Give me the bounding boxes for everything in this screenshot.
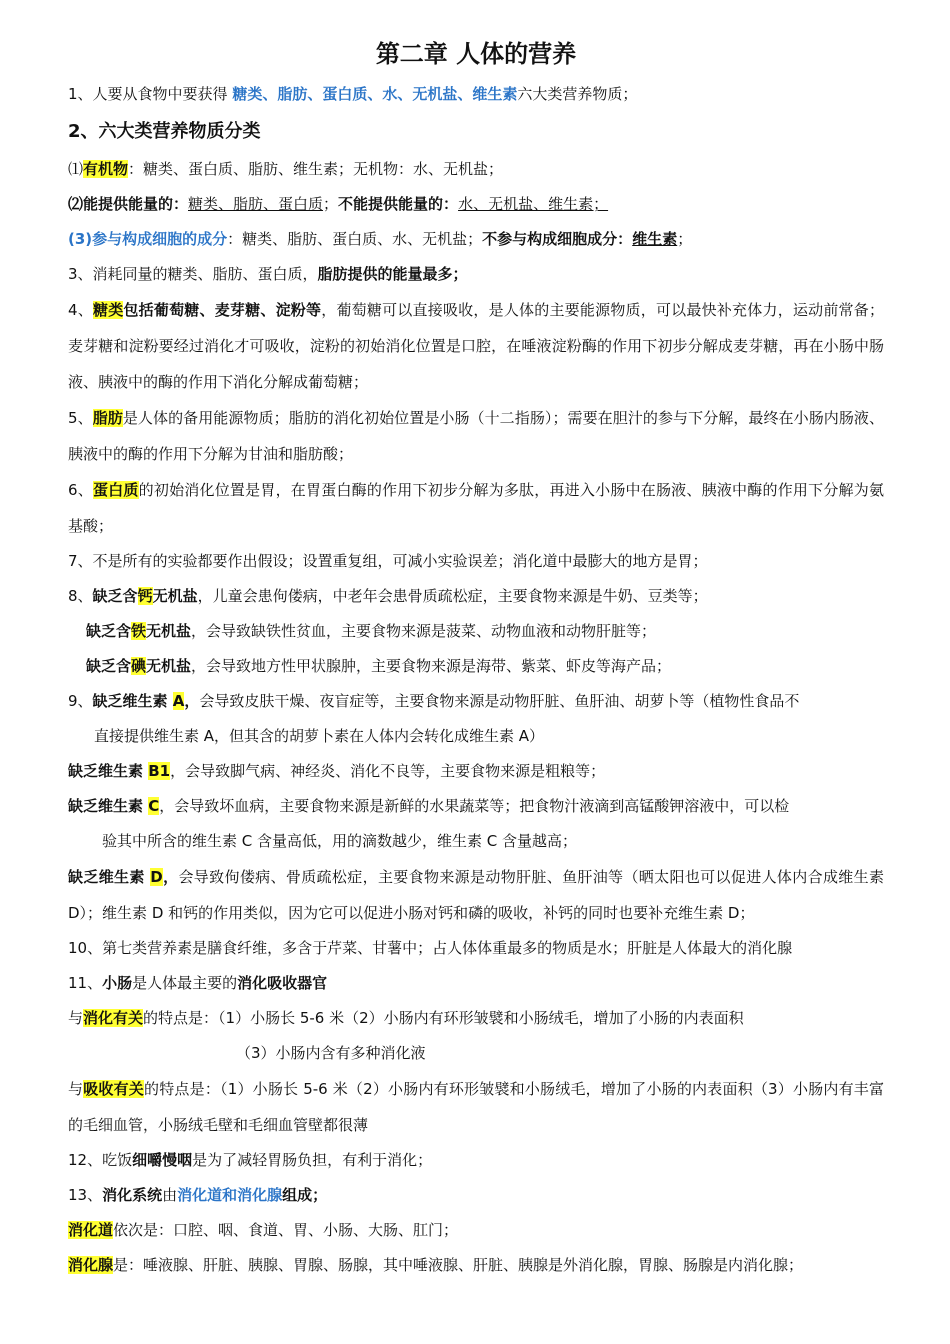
bold-text: 组成；: [282, 1186, 328, 1204]
para-9-b1: [68, 754, 884, 789]
bold-text: 缺乏维生素: [92, 692, 173, 710]
text: ，会导致脚气病、神经炎、消化不良等，主要食物来源是粗粮等；: [170, 762, 606, 780]
para-9-a: [68, 684, 884, 719]
para-12: [68, 1143, 884, 1178]
para-8-2: [68, 614, 884, 649]
para-11: [68, 966, 884, 1001]
bold-text: 消化吸收器官: [237, 974, 328, 992]
text: 的特点是：（1）小肠长 5-6 米（2）小肠内有环形皱襞和小肠绒毛，增加了小肠的内表面积（3）小肠内有丰富的毛细血管，小肠绒毛壁和毛细血管壁都很薄: [68, 1080, 884, 1134]
highlight: 铁: [131, 622, 147, 640]
text: 由: [162, 1186, 178, 1204]
bold-text: 缺乏维生素: [68, 797, 149, 815]
section-heading: 2、六大类营养物质分类: [68, 121, 261, 142]
text: ；: [677, 230, 693, 248]
text: 4、: [68, 301, 93, 319]
text: ，会导致坏血病，主要食物来源是新鲜的水果蔬菜等；把食物汁液滴到高锰酸钾溶液中，可以检: [159, 797, 790, 815]
text: 六大类营养物质；: [517, 85, 638, 103]
highlight: 脂肪: [92, 409, 123, 427]
text: 的初始消化位置是胃，在胃蛋白酶的作用下初步分解为多肽，再进入小肠中在肠液、胰液中酶的作用下分解为氨基酸；: [68, 481, 884, 535]
bold-text: 不能提供能量的：: [338, 195, 459, 213]
para-2-1: [68, 152, 884, 187]
para-13: [68, 1178, 884, 1213]
text: 是：唾液腺、肝脏、胰腺、胃腺、肠腺，其中唾液腺、肝脏、胰腺是外消化腺，胃腺、肠腺是内消化腺；: [113, 1256, 804, 1274]
bold-text: 细嚼慢咽: [132, 1151, 193, 1169]
bold-text: 无机盐: [146, 657, 192, 675]
nutrient-list: 糖类、脂肪、蛋白质、水、无机盐、维生素: [232, 85, 518, 103]
para-5: [68, 400, 884, 472]
para-3: [68, 257, 884, 292]
para-2-3: [68, 222, 884, 257]
para-9-c-cont: 验其中所含的维生素 C 含量高低，用的滴数越少，维生素 C 含量越高；: [102, 832, 578, 850]
text: ：糖类、脂肪、蛋白质、水、无机盐；: [227, 230, 483, 248]
text: 13、: [68, 1186, 103, 1204]
highlight: 消化腺: [68, 1256, 114, 1274]
bold-text: 无机盐: [146, 622, 192, 640]
bold-text: 缺乏维生素: [68, 868, 151, 886]
bold-text: ，: [162, 868, 179, 886]
underlined-text: 维生素: [632, 230, 678, 248]
highlight: D: [150, 868, 163, 886]
bold-text: 缺乏含: [92, 587, 138, 605]
para-9-c: [68, 789, 884, 824]
para-1: [68, 77, 884, 112]
para-6: [68, 472, 884, 544]
para-8-3: [68, 649, 884, 684]
text: 依次是：口腔、咽、食道、胃、小肠、大肠、肛门；: [113, 1221, 459, 1239]
para-11-1-cont: （3）小肠内含有多种消化液: [236, 1044, 426, 1062]
blue-text: (3)参与构成细胞的成分: [68, 230, 228, 248]
para-8-1: [68, 579, 884, 614]
text: 9、: [68, 692, 93, 710]
para-13-1: [68, 1213, 884, 1248]
bold-text: 缺乏含: [86, 622, 132, 640]
text: 1、人要从食物中要获得: [68, 85, 233, 103]
highlight: 糖类: [92, 301, 124, 319]
text: 会导致皮肤干燥、夜盲症等，主要食物来源是动物肝脏、鱼肝油、胡萝卜等（植物性食品不: [199, 692, 800, 710]
highlight: B1: [148, 762, 171, 780]
bold-text: ，: [184, 692, 200, 710]
highlight: 消化有关: [83, 1009, 144, 1027]
bold-text: 不参与构成细胞成分：: [482, 230, 633, 248]
text: 会导致佝偻病、骨质疏松症，主要食物来源是动物肝脏、鱼肝油等（晒太阳也可以促进人体内合成维生素 D）；维生素 D 和钙的作用类似，因为它可以促进小肠对钙和磷的吸收，补钙的同时也要补充维生素 D；: [68, 868, 884, 922]
bold-text: 缺乏含: [86, 657, 132, 675]
highlight: 钙: [137, 587, 153, 605]
highlight: 吸收有关: [83, 1080, 145, 1098]
text: ，儿童会患佝偻病，中老年会患骨质疏松症，主要食物来源是牛奶、豆类等；: [197, 587, 708, 605]
text: 是为了减轻胃肠负担，有利于消化；: [192, 1151, 433, 1169]
text: 11、: [68, 974, 103, 992]
bold-text: 缺乏维生素: [68, 762, 149, 780]
underlined-text: 水、无机盐、维生素；: [458, 195, 609, 213]
blue-text: 消化道和消化腺: [177, 1186, 283, 1204]
text: ：糖类、蛋白质、脂肪、维生素；无机物：水、无机盐；: [128, 160, 504, 178]
text: ，葡萄糖可以直接吸收，是人体的主要能源物质，可以最快补充体力，运动前常备；麦芽糖和淀粉要经过消化才可吸收，淀粉的初始消化位置是口腔，在唾液淀粉酶的作用下初步分解成麦芽糖，再在小肠中肠液、胰液中的酶的作用下消化分解成葡萄糖；: [68, 301, 884, 391]
highlight: C: [148, 797, 160, 815]
highlight: 碘: [131, 657, 147, 675]
text: ，会导致地方性甲状腺肿，主要食物来源是海带、紫菜、虾皮等海产品；: [191, 657, 672, 675]
para-10: 10、第七类营养素是膳食纤维，多含于芹菜、甘薯中；占人体体重最多的物质是水；肝脏是人体最大的消化腺: [68, 939, 793, 957]
bold-text: 小肠: [102, 974, 133, 992]
text: 与: [68, 1009, 84, 1027]
text: 与: [68, 1080, 84, 1098]
text: ；: [323, 195, 339, 213]
para-2-2: [68, 187, 884, 222]
bold-text: ⑵能提供能量的：: [68, 195, 189, 213]
text: 5、: [68, 409, 93, 427]
text: ，会导致缺铁性贫血，主要食物来源是菠菜、动物血液和动物肝脏等；: [191, 622, 657, 640]
para-13-2: [68, 1248, 884, 1283]
bold-text: 脂肪提供的能量最多；: [317, 265, 468, 283]
underlined-text: 糖类、脂肪、蛋白质: [188, 195, 324, 213]
text: 6、: [68, 481, 93, 499]
para-11-2: [68, 1071, 884, 1143]
bold-text: 消化系统: [102, 1186, 163, 1204]
bold-text: 无机盐: [152, 587, 198, 605]
para-9-d: [68, 859, 884, 931]
text: 是人体的备用能源物质；脂肪的消化初始位置是小肠（十二指肠）；需要在胆汁的参与下分解，最终在小肠内肠液、胰液中的酶的作用下分解为甘油和脂肪酸；: [68, 409, 884, 463]
highlight: A: [172, 692, 185, 710]
text: 的特点是：（1）小肠长 5-6 米（2）小肠内有环形皱襞和小肠绒毛，增加了小肠的内表面积: [143, 1009, 744, 1027]
para-9-a-cont: 直接提供维生素 A，但其含的胡萝卜素在人体内会转化成维生素 A）: [94, 727, 545, 745]
highlight: 有机物: [83, 160, 129, 178]
chapter-title: 第二章 人体的营养: [375, 40, 577, 68]
highlight: 蛋白质: [92, 481, 139, 499]
text: 8、: [68, 587, 93, 605]
para-11-1: [68, 1001, 884, 1036]
para-7: 7、不是所有的实验都要作出假设；设置重复组，可减小实验误差；消化道中最膨大的地方是胃；: [68, 552, 708, 570]
text: ⑴: [68, 160, 84, 178]
text: 是人体最主要的: [132, 974, 238, 992]
para-4: [68, 292, 884, 400]
bold-text: 包括葡萄糖、麦芽糖、淀粉等: [123, 301, 322, 319]
highlight: 消化道: [68, 1221, 114, 1239]
text: 3、消耗同量的糖类、脂肪、蛋白质，: [68, 265, 318, 283]
text: 12、吃饭: [68, 1151, 133, 1169]
